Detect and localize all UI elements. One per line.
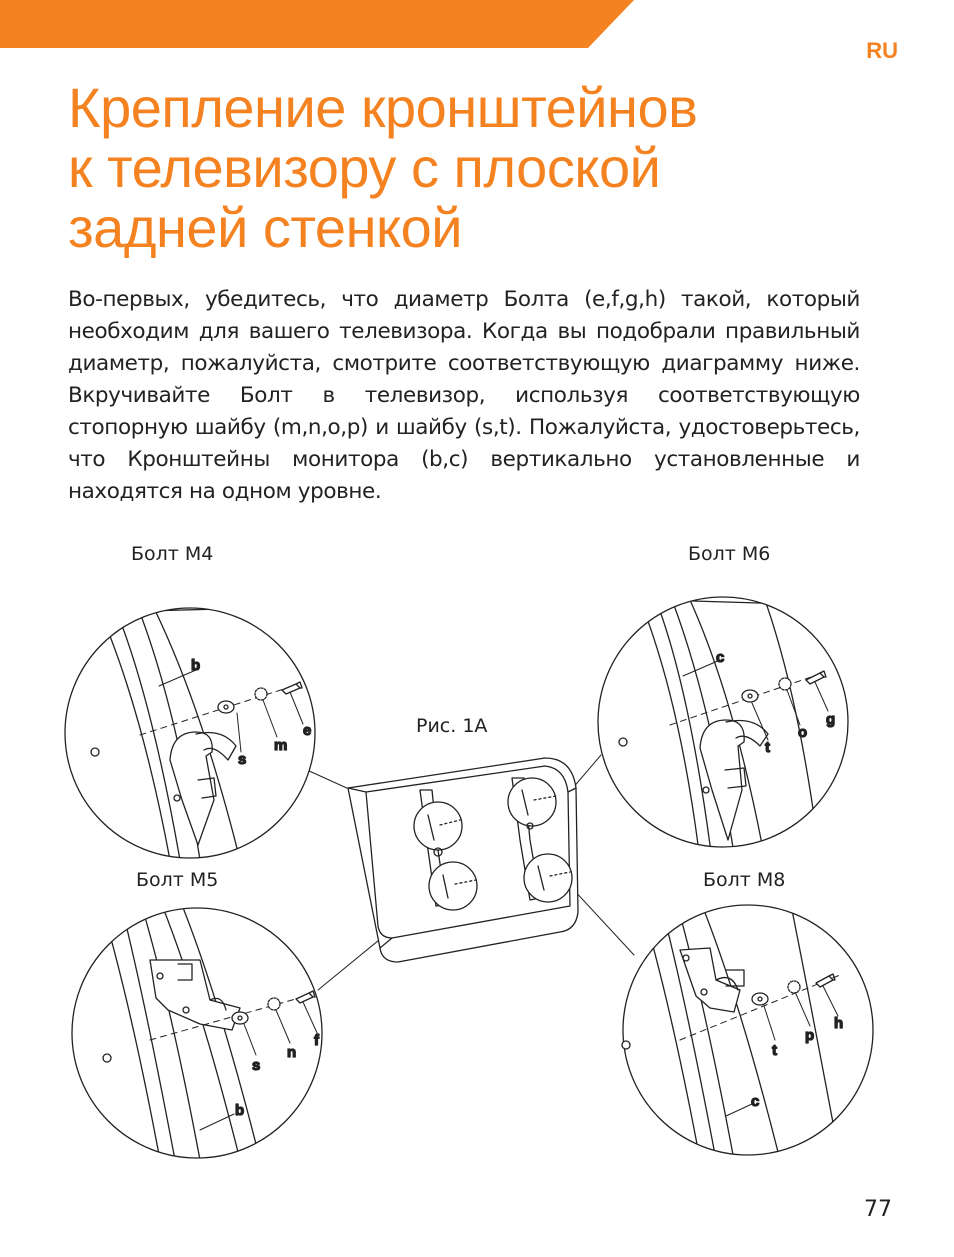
m4-label-bolt: e: [303, 722, 312, 739]
caption-bolt-m5: Болт M5: [136, 869, 219, 891]
tv-panel: [348, 758, 578, 962]
instructions-paragraph: Во-первых, убедитесь, что диаметр Болта (e,f,g,h) такой, который необходим для вашего телевизора. Когда вы подобрали правильный диаметр, пожалуйста, смотрите соответствующую диаграмму ниже. Вкручивайте Болт в телевизор, используя соответствующую стопорную шайбу (m,n,o,p) и шайбу (s,t). Пожалуйста, удостоверьтесь, что Кронштейны монитора (b,c) вертикально установленные и находятся на одном уровне.: [68, 287, 860, 504]
title-line-3: задней стенкой: [68, 195, 463, 259]
detail-m6: [598, 597, 860, 860]
m5-label-bracket: b: [235, 1102, 245, 1119]
m8-label-bracket: c: [751, 1093, 760, 1110]
m5-label-washer: s: [252, 1057, 261, 1074]
language-tag: RU: [866, 38, 898, 63]
m6-label-bolt: g: [826, 711, 836, 728]
m8-label-bolt: h: [834, 1015, 844, 1032]
m4-label-lock: m: [274, 737, 288, 754]
title-line-2: к телевизору с плоской: [68, 135, 661, 199]
title-line-1: Крепление кронштейнов: [68, 76, 698, 139]
detail-m5: [72, 900, 322, 1160]
detail-m4: [65, 600, 330, 860]
page-number: 77: [864, 1197, 892, 1222]
m8-label-washer: t: [772, 1042, 777, 1059]
caption-bolt-m6: Болт M6: [688, 543, 771, 565]
m6-label-washer: t: [765, 739, 770, 756]
caption-bolt-m8: Болт M8: [703, 869, 786, 891]
figure-caption: Рис. 1A: [416, 715, 488, 737]
m6-label-bracket: c: [716, 649, 725, 666]
m4-label-bracket: b: [191, 657, 201, 674]
m5-label-bolt: f: [314, 1032, 319, 1049]
caption-bolt-m4: Болт M4: [131, 543, 214, 565]
m6-label-lock: o: [798, 724, 808, 741]
m4-label-washer: s: [238, 751, 247, 768]
m8-label-lock: p: [805, 1027, 815, 1044]
m5-label-lock: n: [287, 1044, 297, 1061]
